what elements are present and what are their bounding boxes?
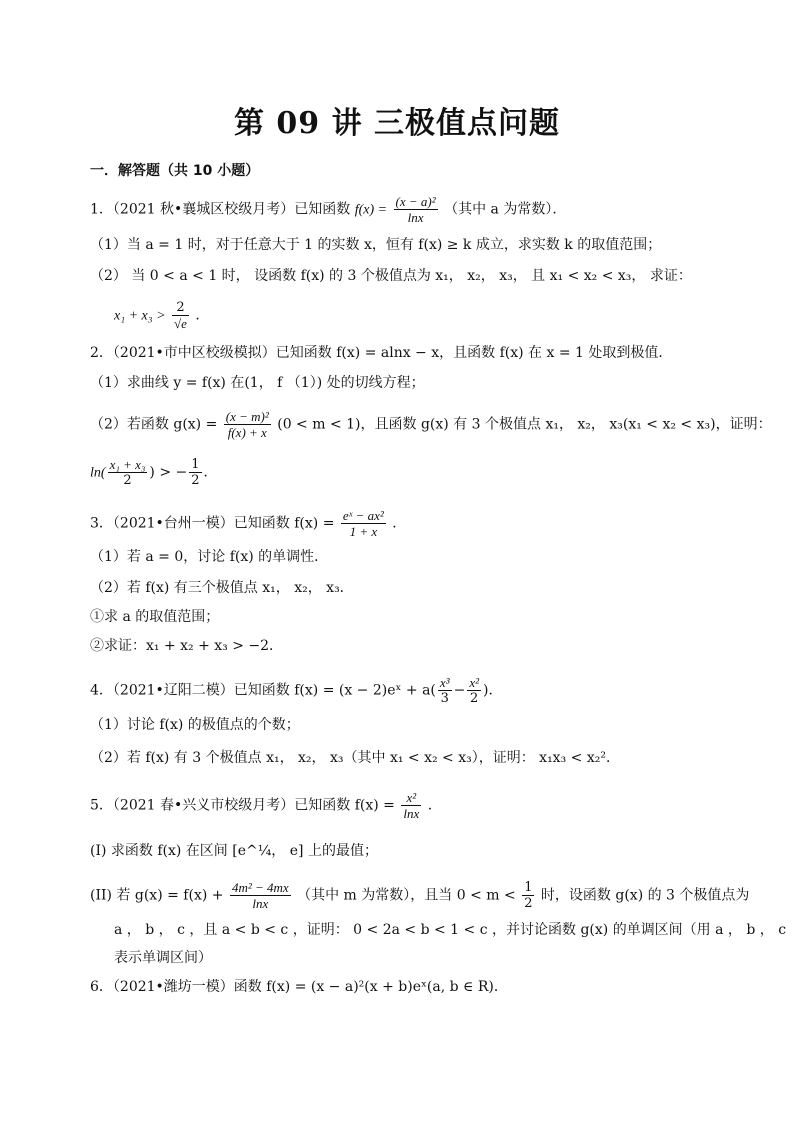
part-2-mid: （其中 m 为常数），且当 0 < m < (297, 887, 516, 904)
fraction-numerator: eˣ − ax² (342, 508, 384, 523)
fraction-numerator: x² (401, 790, 421, 806)
problem-3-part-2: （2）若 f(x) 有三个极值点 x₁， x₂， x₃． (90, 580, 354, 596)
problem-5-part-2-line-2: a ， b ， c ，且 a < b < c ，证明： 0 < 2a < b < 1 < c ，并讨论函数 g(x) 的单调区间（用 a ， b ， c (114, 922, 787, 938)
part-2-fraction-half (522, 880, 534, 911)
problem-5-statement (90, 790, 442, 821)
inequality-fraction-1 (108, 457, 148, 488)
problem-1-head: 1．（2021 秋•襄城区校级月考）已知函数 (90, 201, 351, 218)
problem-4-statement (90, 675, 502, 706)
problem-5-tail: ． (427, 797, 442, 814)
part-2-fraction (230, 880, 291, 911)
problem-3-part-1: （1）若 a = 0，讨论 f(x) 的单调性． (90, 549, 329, 565)
problem-1-tail: （其中 a 为常数）． (444, 201, 567, 218)
fraction-numerator: (x − m)² (225, 409, 269, 424)
problem-4-part-1: （1）讨论 f(x) 的极值点的个数； (90, 717, 300, 733)
fraction-numerator: 1 (524, 880, 533, 895)
problem-1-fx: f(x) = (354, 202, 388, 218)
problem-4-head: 4．（2021•辽阳二模）已知函数 f(x) = (x − 2)eˣ + a( (90, 682, 436, 699)
fraction-denominator: √e (174, 316, 187, 331)
fraction-numerator: x₁ + x₃ (109, 457, 146, 472)
fraction-denominator: f(x) + x (227, 425, 267, 440)
part-2-suffix: 时，设函数 g(x) 的 3 个极值点为 (540, 887, 750, 904)
inequality-fraction-2 (189, 457, 201, 488)
section-heading: 一．解答题（共 10 小题） (90, 163, 260, 179)
problem-1-part-2-inequality (114, 300, 209, 331)
part-2-suffix: (0 < m < 1)，且函数 g(x) 有 3 个极值点 x₁， x₂， x₃(x₁ < x₂ < x₃)，证明： (277, 416, 772, 433)
problem-3-tail: ． (392, 515, 407, 532)
problem-5-part-2 (90, 880, 749, 911)
part-2-fraction (224, 409, 271, 440)
part-2-prefix: （2）若函数 g(x) = (90, 416, 218, 433)
fraction-denominator: 2 (191, 473, 200, 488)
problem-1-fraction (394, 194, 438, 225)
fraction-denominator: lnx (407, 210, 424, 225)
problem-3-head: 3．（2021•台州一模）已知函数 f(x) = (90, 515, 335, 532)
problem-3-fraction (341, 508, 386, 539)
fraction-numerator: (x − a)² (395, 194, 436, 209)
fraction-denominator: 1 + x (349, 524, 378, 539)
fraction-denominator: 2 (524, 896, 533, 911)
problem-2-inequality (90, 457, 218, 488)
page-title: 第 09 讲 三极值点问题 (233, 106, 561, 141)
problem-3-statement (90, 508, 406, 539)
problem-4-part-2: （2）若 f(x) 有 3 个极值点 x₁， x₂， x₃（其中 x₁ < x₂ < x₃），证明： x₁x₃ < x₂²． (90, 750, 620, 766)
problem-5-head: 5．（2021 春•兴义市校级月考）已知函数 f(x) = (90, 797, 395, 814)
problem-6-statement: 6．（2021•潍坊一模）函数 f(x) = (x − a)²(x + b)eˣ(a, b ∈ R)． (90, 979, 508, 995)
inequality-end: ． (203, 464, 218, 481)
inequality-mid: ) > − (149, 464, 188, 481)
problem-5-part-2-line-3: 表示单调区间） (114, 950, 212, 966)
problem-3-part-2b: ②求证：x₁ + x₂ + x₃ > −2． (90, 638, 284, 654)
inequality-fraction (172, 300, 189, 331)
inequality-end: ． (195, 307, 210, 324)
problem-2-part-2 (90, 409, 772, 440)
fraction-numerator: 1 (191, 457, 200, 472)
fraction-denominator: 2 (470, 691, 479, 706)
problem-4-minus: − (453, 682, 466, 699)
fraction-denominator: 3 (440, 691, 449, 706)
fraction-denominator: lnx (252, 896, 269, 911)
fraction-numerator: 4m² − 4mx (231, 880, 289, 895)
inequality-lhs: x₁ + x₃ > (114, 308, 166, 324)
problem-3-part-2a: ①求 a 的取值范围； (90, 609, 220, 625)
problem-5-part-1: (I) 求函数 f(x) 在区间 [e^¼， e] 上的最值； (90, 843, 378, 859)
fraction-denominator: 2 (123, 473, 132, 488)
problem-4-fraction-2 (467, 675, 481, 706)
problem-4-fraction-1 (438, 675, 452, 706)
problem-2-part-1: （1）求曲线 y = f(x) 在(1， f （1）) 处的切线方程； (90, 375, 425, 391)
problem-1-statement (90, 194, 566, 225)
problem-5-fraction (401, 790, 421, 821)
fraction-numerator: x³ (439, 675, 450, 690)
inequality-ln: ln( (90, 465, 106, 481)
fraction-numerator: 2 (172, 300, 189, 316)
problem-1-part-1: （1）当 a = 1 时，对于任意大于 1 的实数 x，恒有 f(x) ≥ k 成立，求实数 k 的取值范围； (90, 237, 662, 253)
fraction-numerator: x² (469, 675, 479, 690)
problem-1-part-2: （2） 当 0 < a < 1 时， 设函数 f(x) 的 3 个极值点为 x₁， x₂， x₃， 且 x₁ < x₂ < x₃， 求证： (90, 268, 692, 284)
part-2-prefix: (II) 若 g(x) = f(x) + (90, 887, 224, 904)
problem-4-tail: )． (482, 682, 503, 699)
fraction-denominator: lnx (403, 806, 420, 821)
problem-2-statement: 2．（2021•市中区校级模拟）已知函数 f(x) = alnx − x，且函数 f(x) 在 x = 1 处取到极值． (90, 345, 673, 361)
